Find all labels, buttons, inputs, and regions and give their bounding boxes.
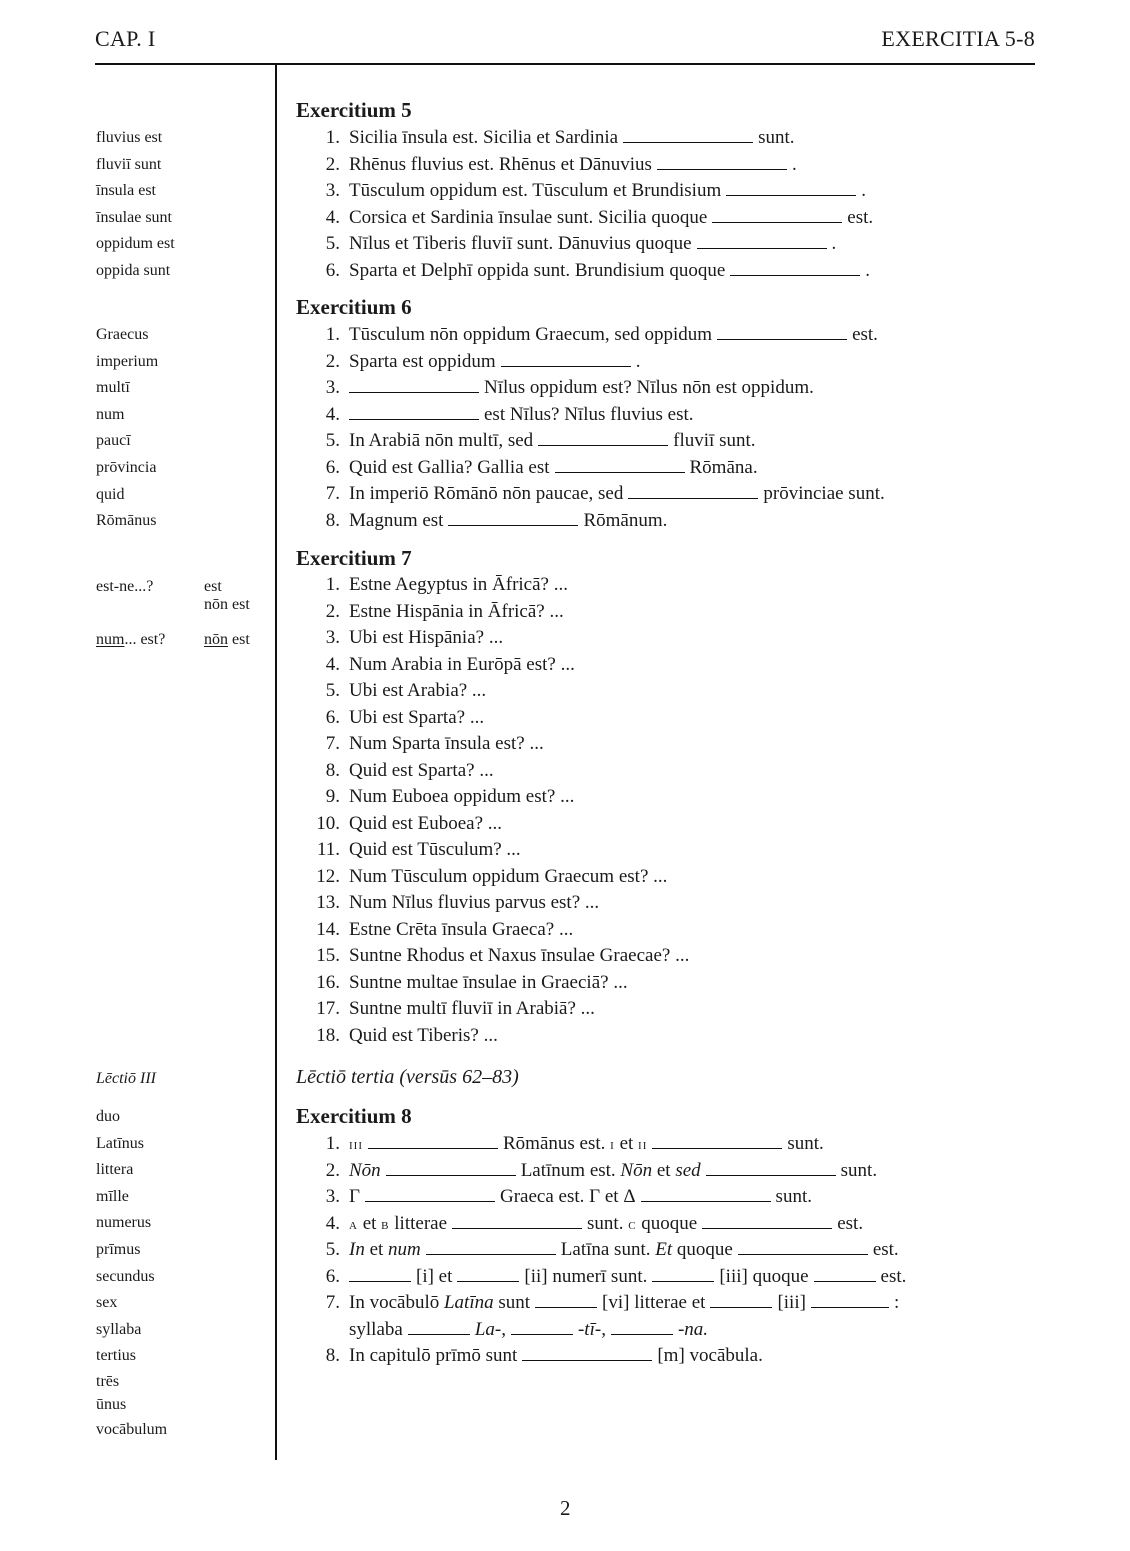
item-text: [iii]: [777, 1292, 806, 1313]
fill-blank[interactable]: [623, 127, 753, 143]
item-text: Ubi est Hispānia? ...: [349, 627, 504, 648]
item-text: sunt.: [787, 1133, 824, 1154]
item-number: 7.: [325, 1292, 340, 1313]
header-rule: [95, 63, 1035, 65]
fill-blank[interactable]: [652, 1133, 782, 1149]
item-text: Graeca est. Γ et Δ: [499, 1186, 636, 1207]
item-text: et: [369, 1239, 384, 1260]
vocab-item: num: [96, 405, 125, 423]
item-number: 8.: [325, 509, 340, 531]
vocab-item: oppidum est: [96, 235, 175, 253]
item-number: 6.: [325, 706, 340, 728]
vocab-item: duo: [96, 1108, 120, 1125]
item-text: .: [791, 153, 797, 175]
vocab-item: paucī: [96, 432, 131, 450]
fill-blank[interactable]: [452, 1213, 582, 1229]
fill-blank[interactable]: [628, 483, 758, 499]
item-number: 10.: [316, 812, 340, 834]
item-text: Quid est Tūsculum? ...: [349, 839, 521, 860]
item-text: Rōmāna.: [689, 456, 758, 478]
item-number: 3.: [325, 180, 340, 201]
vocab-item: Rōmānus: [96, 512, 157, 530]
item-text: sunt.: [587, 1212, 624, 1234]
item-text: Sicilia īnsula est. Sicilia et Sardinia: [349, 127, 619, 148]
exercise-5-title: Exercitium 5: [296, 98, 412, 122]
roman-numeral: i: [610, 1137, 615, 1153]
running-header-right: EXERCITIA 5-8: [881, 26, 1035, 51]
exercise-item: [296, 1158, 906, 1185]
item-text: Quid est Tiberis? ...: [349, 1024, 498, 1046]
item-text: Ubi est Sparta? ...: [349, 706, 485, 728]
item-number: 1.: [325, 324, 340, 345]
answer-form-1a: est: [204, 578, 222, 595]
exercise-item: [296, 1211, 906, 1238]
exercise-item: [296, 1131, 906, 1158]
exercise-7-title: Exercitium 7: [296, 546, 412, 570]
item-text: Suntne multī fluviī in Arabiā? ...: [349, 998, 595, 1019]
item-number: 3.: [325, 627, 340, 648]
item-text: Rōmānus est.: [503, 1133, 606, 1154]
fill-blank[interactable]: [349, 404, 479, 420]
vocab-item: īnsula est: [96, 182, 156, 200]
item-text: sunt.: [758, 127, 795, 148]
item-number: 13.: [316, 892, 340, 913]
item-number: 15.: [316, 945, 340, 966]
fill-blank[interactable]: [611, 1319, 673, 1335]
italic-word: La-,: [474, 1318, 506, 1340]
exercise-item: [296, 1184, 906, 1211]
item-text: [i] et: [416, 1265, 453, 1287]
item-text: et: [362, 1212, 377, 1234]
fill-blank[interactable]: [657, 154, 787, 170]
item-text: Estne Hispānia in Āfricā? ...: [349, 600, 564, 622]
vocab-item: multī: [96, 379, 130, 397]
fill-blank[interactable]: [710, 1292, 772, 1308]
item-text: Tūsculum nōn oppidum Graecum, sed oppidum: [349, 324, 713, 345]
column-divider: [275, 64, 277, 1460]
exercise-item: [296, 811, 689, 838]
italic-word: sed: [675, 1159, 701, 1181]
item-text: Sparta et Delphī oppida sunt. Brundisium quoque: [349, 259, 726, 281]
item-text: est.: [872, 1239, 899, 1260]
answer-form-2: [204, 631, 250, 649]
italic-word: -tī-,: [577, 1318, 606, 1340]
item-text: Corsica et Sardinia īnsulae sunt. Sicilia quoque: [349, 206, 708, 228]
item-number: 2.: [325, 153, 340, 175]
item-number: 1.: [325, 127, 340, 148]
exercise-item: [296, 349, 885, 376]
item-number: 6.: [325, 1265, 340, 1287]
exercise-item: [296, 152, 873, 179]
item-text: Latīnum est.: [520, 1159, 616, 1181]
exercise-5-list: [296, 125, 873, 284]
item-text: In Arabiā nōn multī, sed: [349, 430, 534, 451]
fill-blank[interactable]: [712, 207, 842, 223]
item-text: [ii] numerī sunt.: [524, 1265, 648, 1287]
vocab-item: imperium: [96, 352, 159, 370]
exercise-item: [296, 652, 689, 679]
item-number: 3.: [325, 377, 340, 398]
item-number: 2.: [325, 600, 340, 622]
fill-blank[interactable]: [448, 510, 578, 526]
item-text: Num Arabia in Eurōpā est? ...: [349, 653, 575, 675]
item-number: 2.: [325, 350, 340, 372]
greek-letter: Γ: [349, 1186, 360, 1207]
italic-word: Nōn: [349, 1159, 381, 1181]
fill-blank[interactable]: [726, 180, 856, 196]
item-text: et: [619, 1133, 634, 1154]
vocab-item: syllaba: [96, 1320, 142, 1338]
item-number: 4.: [325, 653, 340, 675]
vocab-item: īnsulae sunt: [96, 208, 172, 226]
italic-word: Nōn: [620, 1159, 653, 1181]
vocab-item: prīmus: [96, 1240, 141, 1258]
item-text: [vi] litterae et: [602, 1292, 706, 1313]
exercise-item: [296, 1237, 906, 1264]
vocab-item: secundus: [96, 1267, 155, 1285]
roman-numeral: ii: [638, 1137, 648, 1153]
item-text: Estne Aegyptus in Āfricā? ...: [349, 574, 568, 595]
fill-blank[interactable]: [811, 1292, 889, 1308]
item-text: Estne Crēta īnsula Graeca? ...: [349, 918, 574, 940]
item-number: 5.: [325, 1239, 340, 1260]
running-header-left: CAP. I: [95, 26, 156, 51]
fill-blank[interactable]: [706, 1160, 836, 1176]
exercise-item: [296, 428, 885, 455]
item-number: 5.: [325, 430, 340, 451]
vocab-item: vocābulum: [96, 1420, 168, 1438]
exercise-item: [296, 1023, 689, 1050]
exercise-item: [296, 599, 689, 626]
item-number: 6.: [325, 456, 340, 478]
answer-form-1b: nōn est: [204, 596, 250, 613]
vocab-item: ūnus: [96, 1395, 127, 1413]
item-text: quoque: [641, 1212, 698, 1234]
exercise-item: [296, 375, 885, 402]
fill-blank[interactable]: [702, 1213, 832, 1229]
exercise-item: [296, 322, 885, 349]
item-text: :: [893, 1292, 900, 1313]
item-text: Quid est Euboea? ...: [349, 812, 503, 834]
italic-word: -na.: [677, 1318, 709, 1340]
item-text: sunt.: [775, 1186, 812, 1207]
vocab-item: tertius: [96, 1347, 136, 1365]
item-text: fluviī sunt.: [673, 430, 756, 451]
fill-blank[interactable]: [555, 457, 685, 473]
vocab-item: fluvius est: [96, 129, 163, 146]
item-text: Latīna sunt.: [560, 1239, 651, 1260]
letter-sc: b: [381, 1216, 390, 1233]
vocab-item: Graecus: [96, 326, 149, 343]
fill-blank[interactable]: [368, 1133, 498, 1149]
fill-blank[interactable]: [365, 1186, 495, 1202]
vocab-item: fluviī sunt: [96, 155, 162, 173]
exercise-item: [296, 970, 689, 997]
exercise-item: [296, 1343, 906, 1370]
exercise-item: [296, 205, 873, 232]
vocab-item: oppida sunt: [96, 261, 171, 279]
item-number: 14.: [316, 918, 340, 940]
fill-blank[interactable]: [717, 324, 847, 340]
exercise-item: [296, 837, 689, 864]
item-text: est.: [852, 324, 878, 345]
item-text: Num Nīlus fluvius parvus est? ...: [349, 892, 600, 913]
underlined-num: num: [96, 631, 125, 648]
vocab-group-2: [96, 322, 158, 535]
exercise-item: [296, 678, 689, 705]
fill-blank[interactable]: [511, 1319, 573, 1335]
item-number: 11.: [316, 839, 340, 860]
fill-blank[interactable]: [697, 233, 827, 249]
item-number: 17.: [316, 998, 340, 1019]
exercise-item: [296, 231, 873, 258]
fill-blank[interactable]: [349, 1266, 411, 1282]
exercise-8-title: Exercitium 8: [296, 1104, 412, 1128]
exercise-item: [296, 455, 885, 482]
item-text: Nīlus et Tiberis fluviī sunt. Dānuvius quoque: [349, 233, 692, 254]
item-text: In vocābulō: [349, 1292, 440, 1313]
lectio-heading: Lēctiō tertia (versūs 62–83): [296, 1066, 519, 1088]
item-text: est Nīlus? Nīlus fluvius est.: [484, 403, 694, 425]
item-text: quoque: [676, 1239, 733, 1260]
item-text: Quid est Sparta? ...: [349, 759, 494, 781]
item-text: est.: [847, 206, 874, 228]
item-number: 1.: [325, 1133, 340, 1154]
exercise-item: [296, 572, 689, 599]
item-number: 7.: [325, 483, 340, 504]
exercise-6-title: Exercitium 6: [296, 295, 412, 319]
item-text: et: [656, 1159, 671, 1181]
fill-blank[interactable]: [730, 260, 860, 276]
exercise-item: [296, 890, 689, 917]
item-number: 8.: [325, 759, 340, 781]
answer-form-2-rest: est: [228, 631, 250, 648]
vocab-item: quid: [96, 485, 125, 503]
vocab-item: prōvincia: [96, 458, 157, 476]
item-text: sunt: [498, 1292, 531, 1313]
exercise-item: [296, 125, 873, 152]
exercise-item: [296, 996, 689, 1023]
item-text: Rhēnus fluvius est. Rhēnus et Dānuvius: [349, 153, 652, 175]
exercise-item: [296, 705, 689, 732]
item-text: est.: [837, 1212, 864, 1234]
fill-blank[interactable]: [652, 1266, 714, 1282]
item-text: .: [861, 180, 866, 201]
italic-word: Et: [655, 1239, 673, 1260]
exercise-8-list: [296, 1131, 906, 1370]
exercise-item: [296, 1264, 906, 1291]
fill-blank[interactable]: [426, 1239, 556, 1255]
fill-blank[interactable]: [386, 1160, 516, 1176]
vocab-group-1: [96, 125, 175, 285]
item-text: .: [635, 350, 641, 372]
item-number: 12.: [316, 865, 340, 887]
item-text: .: [865, 259, 871, 281]
vocab-group-3: [96, 1104, 167, 1444]
item-number: 4.: [325, 1212, 340, 1234]
exercise-item: [296, 943, 689, 970]
item-text: [m] vocābula.: [657, 1345, 763, 1366]
letter-sc: a: [349, 1216, 358, 1233]
item-text: Suntne multae īnsulae in Graeciā? ...: [349, 971, 628, 993]
vocab-item: numerus: [96, 1214, 152, 1232]
fill-blank[interactable]: [408, 1319, 470, 1335]
exercise-item: [296, 258, 873, 285]
letter-sc: c: [628, 1216, 637, 1233]
item-text: Ubi est Arabia? ...: [349, 680, 487, 701]
exercise-7-list: [296, 572, 689, 1049]
item-number: 1.: [325, 574, 340, 595]
fill-blank[interactable]: [457, 1266, 519, 1282]
exercise-item: [296, 864, 689, 891]
item-number: 3.: [325, 1186, 340, 1207]
vocab-item: littera: [96, 1161, 134, 1179]
exercise-item: [296, 1290, 906, 1317]
item-text: Num Sparta īnsula est? ...: [349, 733, 544, 754]
exercise-item: [296, 731, 689, 758]
item-number: 5.: [325, 680, 340, 701]
fill-blank[interactable]: [522, 1345, 652, 1361]
exercise-item: [296, 625, 689, 652]
item-text: syllaba: [349, 1318, 403, 1340]
item-text: [iii] quoque: [719, 1265, 809, 1287]
vocab-item: sex: [96, 1294, 118, 1312]
roman-numeral: iii: [349, 1137, 363, 1153]
item-text: Num Tūsculum oppidum Graecum est? ...: [349, 865, 668, 887]
item-text: litterae: [394, 1212, 448, 1234]
exercise-item: [296, 758, 689, 785]
exercise-item: [296, 784, 689, 811]
item-number: 6.: [325, 259, 340, 281]
italic-word: In: [349, 1239, 365, 1260]
question-form-2-rest: ... est?: [124, 631, 166, 648]
item-number: 7.: [325, 733, 340, 754]
italic-word: num: [388, 1239, 421, 1260]
item-text: .: [831, 233, 837, 254]
underlined-non: nōn: [204, 631, 228, 648]
item-number: 18.: [316, 1024, 340, 1046]
fill-blank[interactable]: [535, 1292, 597, 1308]
item-number: 4.: [325, 403, 340, 425]
fill-blank[interactable]: [538, 430, 668, 446]
item-number: 5.: [325, 233, 340, 254]
question-form-2: [96, 631, 165, 649]
item-text: Tūsculum oppidum est. Tūsculum et Brundisium: [349, 180, 722, 201]
question-form-1: est-ne...?: [96, 578, 154, 595]
fill-blank[interactable]: [349, 377, 479, 393]
exercise-item: [296, 917, 689, 944]
item-text: Nīlus oppidum est? Nīlus nōn est oppidum.: [484, 377, 814, 398]
italic-word: Latīna: [443, 1292, 494, 1313]
item-text: Quid est Gallia? Gallia est: [349, 456, 550, 478]
exercise-item: [296, 481, 885, 508]
fill-blank[interactable]: [814, 1266, 876, 1282]
vocab-item: Latīnus: [96, 1134, 144, 1152]
item-text: In capitulō prīmō sunt: [349, 1345, 518, 1366]
item-text: sunt.: [840, 1159, 878, 1181]
item-number: 4.: [325, 206, 340, 228]
exercise-item: [296, 508, 885, 535]
fill-blank[interactable]: [501, 351, 631, 367]
exercise-item-continuation: [296, 1317, 906, 1344]
item-text: In imperiō Rōmānō nōn paucae, sed: [349, 483, 624, 504]
item-number: 2.: [325, 1159, 340, 1181]
item-text: est.: [880, 1265, 907, 1287]
sidebar-lectio-label: Lēctiō III: [96, 1070, 156, 1087]
exercise-item: [296, 178, 873, 205]
item-number: 8.: [325, 1345, 340, 1366]
fill-blank[interactable]: [738, 1239, 868, 1255]
item-text: Rōmānum.: [583, 509, 668, 531]
exercise-6-list: [296, 322, 885, 534]
fill-blank[interactable]: [641, 1186, 771, 1202]
item-text: prōvinciae sunt.: [763, 483, 885, 504]
item-text: Magnum est: [349, 509, 444, 531]
item-number: 9.: [325, 786, 340, 807]
item-number: 16.: [316, 971, 340, 993]
exercise-item: [296, 402, 885, 429]
vocab-item: trēs: [96, 1372, 120, 1390]
item-text: Sparta est oppidum: [349, 350, 496, 372]
item-text: Num Euboea oppidum est? ...: [349, 786, 575, 807]
vocab-item: mīlle: [96, 1187, 129, 1205]
page-number: 2: [560, 1496, 571, 1520]
item-text: Suntne Rhodus et Naxus īnsulae Graecae? ...: [349, 945, 690, 966]
